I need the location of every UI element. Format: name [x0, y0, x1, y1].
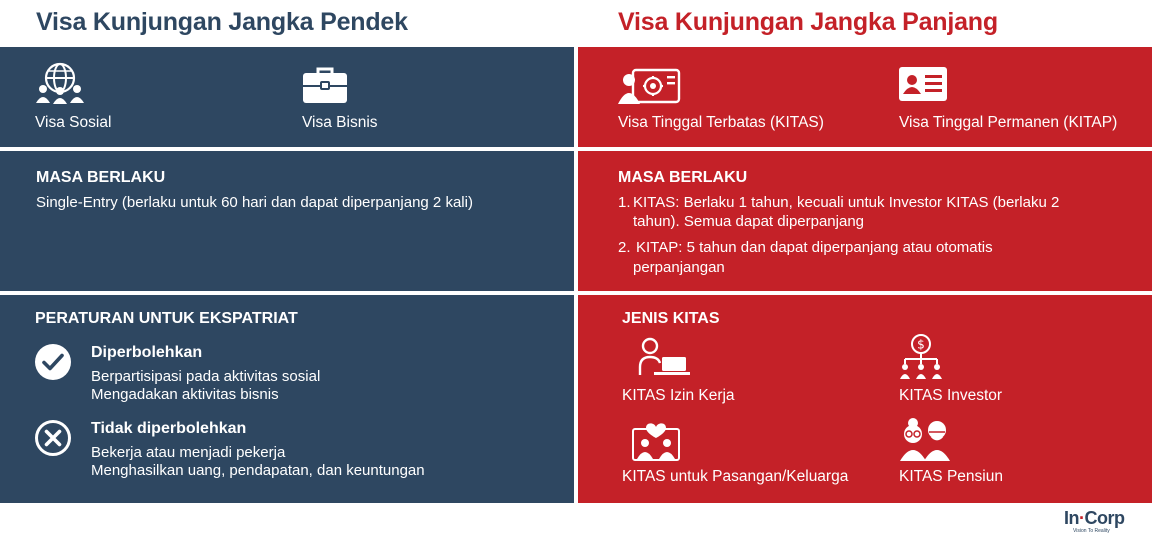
family-icon	[632, 415, 680, 461]
validity-item-2-line-1: KITAP: 5 tahun dan dapat diperpanjang atau otomatis	[636, 239, 993, 256]
id-card-icon	[898, 66, 948, 102]
validity-item-2-num: 2.	[618, 239, 631, 256]
right-validity-heading: MASA BERLAKU	[618, 169, 748, 186]
logo-suffix: Corp	[1084, 508, 1125, 528]
validity-item-2-line-2: perpanjangan	[633, 259, 725, 276]
svg-text:$: $	[917, 337, 925, 352]
logo-dot: ·	[1079, 508, 1085, 528]
visa-sosial-label: Visa Sosial	[35, 114, 112, 131]
allowed-heading: Diperbolehkan	[91, 344, 203, 361]
left-title: Visa Kunjungan Jangka Pendek	[36, 8, 408, 36]
kitas-retirement-label: KITAS Pensiun	[899, 468, 1003, 485]
check-circle-icon	[34, 343, 72, 381]
validity-item-1-num: 1.	[618, 194, 631, 211]
kitas-types-heading: JENIS KITAS	[622, 310, 720, 327]
right-title: Visa Kunjungan Jangka Panjang	[618, 8, 998, 36]
validity-item-1-line-2: tahun). Semua dapat diperpanjang	[633, 213, 865, 230]
worker-laptop-icon	[638, 337, 692, 377]
left-types-panel	[0, 47, 574, 147]
kitap-visa-label: Visa Tinggal Permanen (KITAP)	[899, 114, 1118, 131]
forbidden-heading: Tidak diperbolehkan	[91, 420, 247, 437]
kitas-family-label: KITAS untuk Pasangan/Keluarga	[622, 468, 849, 485]
validity-item-1-line-1: KITAS: Berlaku 1 tahun, kecuali untuk Investor KITAS (berlaku 2	[633, 194, 1060, 211]
logo-prefix: In	[1064, 508, 1079, 528]
globe-people-icon	[34, 62, 86, 104]
x-circle-icon	[34, 419, 72, 457]
left-validity-heading: MASA BERLAKU	[36, 169, 166, 186]
kitas-visa-label: Visa Tinggal Terbatas (KITAS)	[618, 114, 824, 131]
briefcase-icon	[302, 66, 348, 104]
residence-permit-icon	[617, 66, 681, 104]
kitas-work-label: KITAS Izin Kerja	[622, 387, 735, 404]
allowed-line-2: Mengadakan aktivitas bisnis	[91, 386, 279, 403]
visa-bisnis-label: Visa Bisnis	[302, 114, 378, 131]
allowed-line-1: Berpartisipasi pada aktivitas sosial	[91, 368, 321, 385]
incorp-logo	[1064, 508, 1140, 534]
kitas-investor-label: KITAS Investor	[899, 387, 1003, 404]
rules-heading: PERATURAN UNTUK EKSPATRIAT	[35, 310, 298, 327]
forbidden-line-1: Bekerja atau menjadi pekerja	[91, 444, 286, 461]
logo-tagline: Vision To Reality	[1073, 528, 1110, 534]
investor-icon	[898, 334, 944, 380]
forbidden-line-2: Menghasilkan uang, pendapatan, dan keuntungan	[91, 462, 425, 479]
elderly-couple-icon	[898, 415, 952, 461]
left-validity-text: Single-Entry (berlaku untuk 60 hari dan dapat diperpanjang 2 kali)	[36, 194, 473, 211]
